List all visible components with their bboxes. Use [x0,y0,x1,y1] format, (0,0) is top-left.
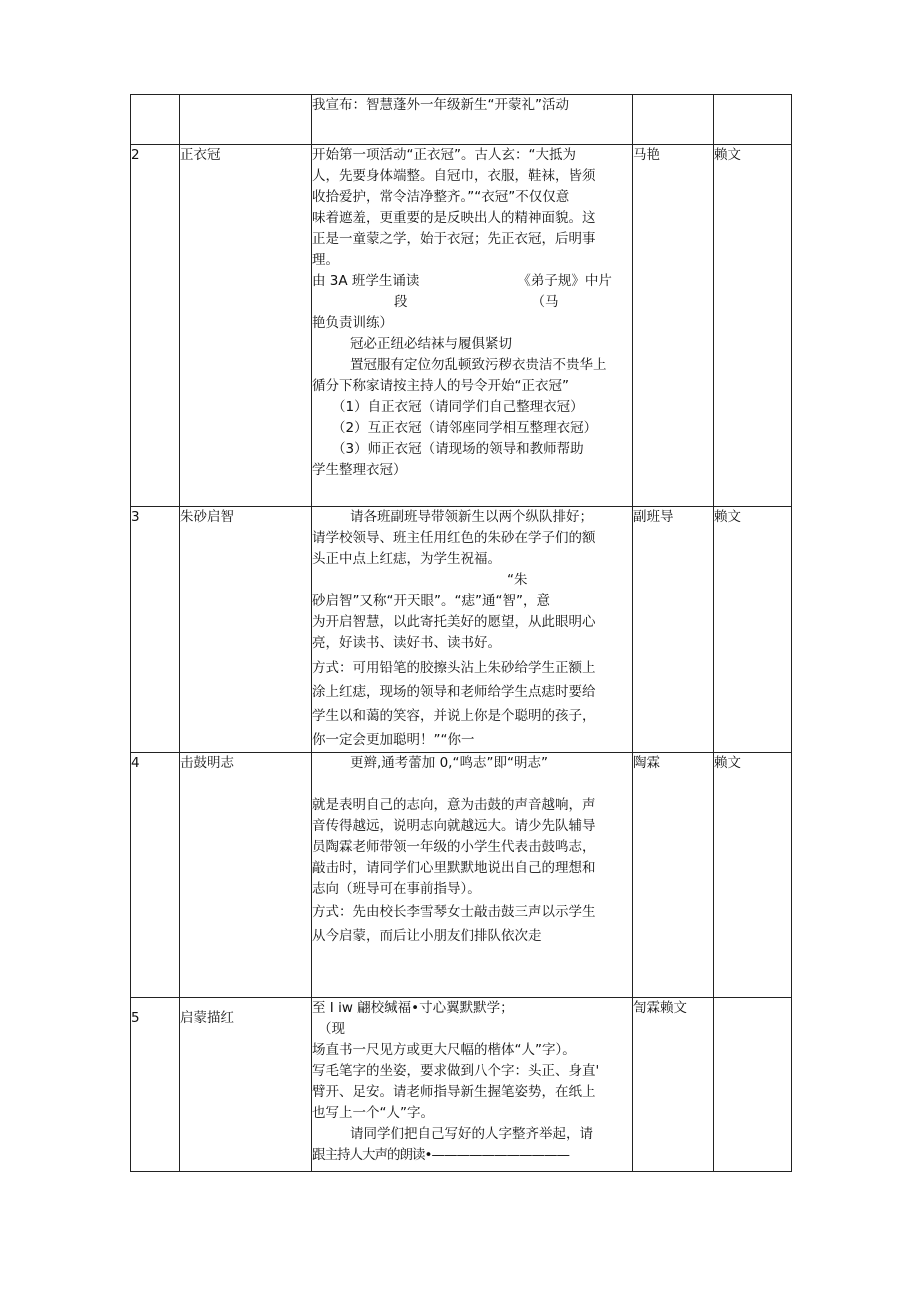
step-lead: 陶霖 [633,753,714,998]
step-content [312,507,633,753]
content-line: 艳负责训练） [312,315,393,331]
content-line: 置冠服有定位勿乱顿致污秽衣贵洁不贵华上 [350,357,607,373]
step-name: 正衣冠 [180,145,312,507]
content-line: 砂启智”又称“开天眼”。“痣”通“智”，意 [312,593,550,609]
step-content [312,95,633,145]
content-line: 请各班副班导带领新生以两个纵队排好； [350,509,593,525]
content-line: 志向（班导可在事前指导）。 [312,881,481,897]
table-row [131,95,792,145]
content-line: （现 [318,1021,345,1037]
content-line: 涂上红痣，现场的领导和老师给学生点痣时要给 [312,684,596,700]
step-number: 3 [131,507,180,753]
content-line: 臂开、足安。请老师指导新生握笔姿势，在纸上 [312,1084,596,1100]
step-lead [633,95,714,145]
content-line: 就是表明自己的志向，意为击鼓的声音越响，声 [312,797,596,813]
ceremony-schedule-table [130,94,792,1172]
step-host [714,998,792,1172]
content-line: 为开启智慧，以此寄托美好的愿望，从此眼明心 [312,614,596,630]
step-host: 赖文 [714,507,792,753]
content-line: 收拾爱护，常令洁净整齐。”“衣冠”不仅仅意 [312,189,570,205]
content-line: 学生整理衣冠） [312,462,407,478]
step-content [312,145,633,507]
step-number: 2 [131,145,180,507]
content-line: 人，先要身体端整。自冠巾，衣服，鞋袜，皆须 [312,168,596,184]
content-line: 头正中点上红痣，为学生祝福。 [312,551,501,567]
content-line: 跟主持人大声的朗读•——————————— [312,1147,569,1163]
content-line: 也写上一个“人”字。 [312,1105,434,1121]
step-lead: 马艳 [633,145,714,507]
table-row [131,998,792,1172]
content-line: 写毛笔字的坐姿，要求做到八个字：头正、身直' [312,1063,600,1079]
step-content [312,753,633,998]
content-line: 更辫,通考蕾加 0,“鸣志”即“明志” [350,755,548,771]
content-line: 我宣布：智慧蓬外一年级新生“开蒙礼”活动 [312,97,569,113]
table-row [131,507,792,753]
content-line [312,292,632,313]
content-line: 请同学们把自己写好的人字整齐举起，请 [350,1126,593,1142]
content-text: （马 [531,294,559,310]
content-line: （3）师正衣冠（请现场的领导和教师帮助 [332,441,584,457]
content-line: 场直书一尺见方或更大尺幅的楷体“人”字）。 [312,1042,576,1058]
content-line: 员陶霖老师带领一年级的小学生代表击鼓鸣志， [312,839,596,855]
step-lead: 副班导 [633,507,714,753]
step-number: 4 [131,753,180,998]
content-line: （1）自正衣冠（请同学们自己整理衣冠） [332,399,584,415]
content-line: 你一定会更加聪明！”“你一 [312,732,475,748]
content-line: 方式：先由校长李雪琴女士敲击鼓三声以示学生 [312,904,596,920]
content-line [312,271,632,292]
content-text: 段 [394,294,408,310]
content-line: “朱 [507,572,528,588]
content-line: 音传得越远，说明志向就越远大。请少先队辅导 [312,818,596,834]
content-line: 方式：可用铅笔的胶擦头沾上朱砂给学生正额上 [312,660,596,676]
step-lead: 訇霖赖文 [633,998,714,1172]
table-row [131,753,792,998]
content-line: 亮，好读书、读好书、读书好。 [312,635,501,651]
content-line: 至 I iw 翩校缄福•寸心翼默默学； [312,1000,514,1016]
step-number [131,95,180,145]
content-line: 理。 [312,252,339,268]
content-line: 冠必正纽必结袜与履俱紧切 [350,336,512,352]
step-name: 击鼓明志 [180,753,312,998]
content-line: （2）互正衣冠（请邻座同学相互整理衣冠） [332,420,598,436]
step-host [714,95,792,145]
content-line: 循分下称家请按主持人的号令开始“正衣冠” [312,378,569,394]
line-gap [312,774,632,795]
content-line: 敲击时，请同学们心里默默地说出自己的理想和 [312,860,596,876]
step-number: 5 [131,998,180,1172]
content-line: 味着遮羞，更重要的是反映出人的精神面貌。这 [312,210,596,226]
step-host: 赖文 [714,753,792,998]
step-name: 朱砂启智 [180,507,312,753]
content-line: 学生以和蔼的笑容，并说上你是个聪明的孩子， [312,708,596,724]
step-content [312,998,633,1172]
step-host: 赖文 [714,145,792,507]
content-text: 由 3A 班学生诵读 [312,273,420,289]
table-row [131,145,792,507]
content-line: 从今启蒙，而后让小朋友们排队依次走 [312,928,542,944]
step-name: 启蒙描红 [180,998,312,1172]
content-line: 正是一童蒙之学，始于衣冠；先正衣冠，后明事 [312,231,596,247]
step-name [180,95,312,145]
content-text: 《弟子规》中片 [517,273,612,289]
content-line: 请学校领导、班主任用红色的朱砂在学子们的额 [312,530,596,546]
content-line: 开始第一项活动“正衣冠”。古人玄：“大抵为 [312,147,576,163]
